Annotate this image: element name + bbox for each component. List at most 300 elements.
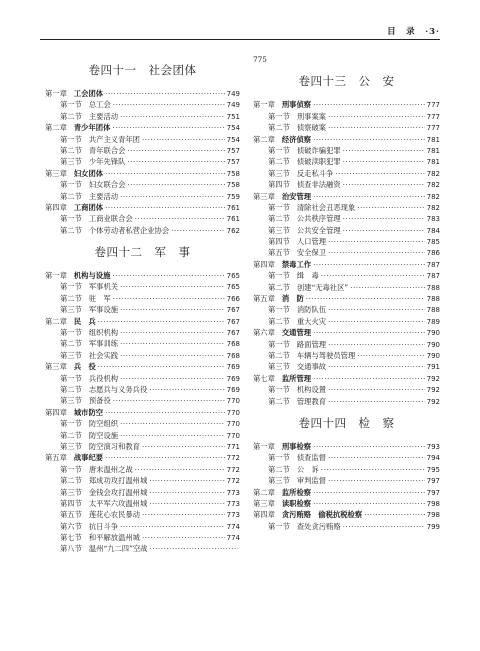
entry-page-number: 770 [226,431,240,440]
toc-section-entry [45,350,240,361]
entry-label: 第五节 [60,510,82,520]
entry-label: 第二节 [268,157,290,167]
entry-label: 第六节 [60,521,82,531]
entry-label: 第二节 [268,316,290,326]
entry-title: 公共安全管理 [296,225,341,235]
entry-label: 第三章 [45,362,67,372]
entry-label: 第三节 [268,168,290,178]
toc-section-entry [45,179,240,190]
dot-leader [112,270,224,281]
toc-section-entry [45,464,240,475]
entry-label: 第一节 [60,134,82,144]
entry-title: 监所管理 [281,373,312,383]
dot-leader [127,145,224,156]
toc-entries [253,441,440,532]
dot-leader [149,543,238,554]
entry-page-number: 788 [426,306,440,315]
entry-title: 兵 役 [73,362,96,372]
dot-leader [149,487,224,498]
entry-page-number: 767 [226,329,240,338]
entry-page-number: 754 [226,135,240,144]
dot-leader [120,521,225,532]
dot-leader [328,247,425,258]
toc-section-entry [253,475,440,486]
entry-title: 消 防 [281,294,304,304]
entry-label: 第一节 [60,373,82,383]
entry-page-number: 749 [226,101,240,110]
entry-title: 组织机构 [88,328,119,338]
toc-section-entry [45,487,240,498]
entry-page-number: 782 [426,203,440,212]
entry-page-number: 789 [426,317,440,326]
dot-leader [313,487,425,498]
dot-leader [313,498,425,509]
toc-section-entry [45,543,240,554]
entry-label: 第一节 [268,339,290,349]
entry-label: 第一节 [60,464,82,474]
entry-title: 安全保卫 [296,248,327,258]
toc-entries [45,88,240,236]
entry-title: 战事纪要 [73,453,104,463]
dot-leader [313,441,425,452]
toc-section-entry [253,384,440,395]
entry-label: 第三节 [60,396,82,406]
entry-page-number: 757 [226,158,240,167]
entry-label: 第二章 [253,134,275,144]
toc-section-entry [253,339,440,350]
entry-label: 第四章 [45,407,67,417]
toc-section-entry [253,111,440,122]
entry-label: 第五章 [45,453,67,463]
entry-title: 防空演习和教育 [88,441,140,451]
entry-title: 和平解放温州城 [88,533,140,543]
entry-page-number: 782 [426,192,440,201]
toc-section-entry [253,202,440,213]
dot-leader [142,532,225,543]
entry-title: 太平军六攻温州城 [88,498,148,508]
entry-page-number: 774 [226,534,240,543]
dot-leader [120,430,225,441]
toc-section-entry [253,464,440,475]
toc-section-entry [45,521,240,532]
entry-page-number: 772 [226,477,240,486]
entry-title: 人口管理 [296,237,327,247]
entry-title: 侦破诈骗犯罪 [296,145,341,155]
header-text: 目 录 ·3· [387,27,440,37]
toc-chapter-entry [253,134,440,145]
entry-title: 禁毒工作 [281,259,312,269]
entry-label: 第四节 [268,237,290,247]
entry-label: 第二节 [60,339,82,349]
entry-label: 第三节 [60,487,82,497]
entry-page-number: 749 [226,90,240,98]
entry-title: 志愿兵与义务兵役 [88,384,148,394]
entry-title: 温州“九二四”空战 [88,544,148,554]
entry-label: 第三节 [268,225,290,235]
dot-leader [142,441,225,452]
entry-label: 第三节 [60,350,82,360]
entry-page-number: 769 [226,385,240,394]
dot-leader [105,88,225,99]
entry-page-number: 766 [226,294,240,303]
toc-section-entry [253,316,440,327]
entry-page-number: 798 [426,511,440,520]
entry-label: 第一节 [268,111,290,121]
dot-leader [357,202,424,213]
entry-page-number: 792 [426,397,440,406]
entry-label: 第三章 [253,498,275,508]
entry-page-number: 767 [226,317,240,326]
toc-chapter-entry [253,441,440,452]
entry-label: 第五章 [253,294,275,304]
toc-section-entry [45,441,240,452]
entry-title: 共产主义青年团 [88,134,140,144]
dot-leader [313,259,425,270]
entry-page-number: 758 [226,181,240,190]
dot-leader [120,191,225,202]
toc-chapter-entry [45,88,240,99]
entry-title: 军事设施 [88,305,119,315]
toc-chapter-entry [45,122,240,133]
entry-title: 社会实践 [88,350,119,360]
dot-leader [127,179,224,190]
entry-label: 第二节 [268,214,290,224]
toc-section-entry [45,191,240,202]
entry-page-number: 797 [426,477,440,486]
entry-label: 第一章 [45,89,67,98]
entry-title: 反走私斗争 [296,168,334,178]
entry-label: 第二节 [60,476,82,486]
entry-label: 第二节 [268,464,290,474]
dot-leader [120,338,225,349]
entry-title: 少年先锋队 [88,157,126,167]
dot-leader [328,316,425,327]
entry-label: 第二节 [268,123,290,133]
entry-label: 第一节 [268,202,290,212]
toc-section-entry [253,168,440,179]
dot-leader [306,293,425,304]
entry-page-number: 772 [226,465,240,474]
toc-section-entry [45,304,240,315]
toc-chapter-entry [253,327,440,338]
dot-leader [328,236,425,247]
entry-page-number: 768 [226,340,240,349]
entry-page-number: 770 [226,408,240,417]
entry-page-number: 781 [426,158,440,167]
entry-title: 清除社会丑恶现象 [296,202,356,212]
entry-page-number: 797 [426,488,440,497]
entry-label: 第二节 [60,191,82,201]
volume-title: 卷四十三 公 安 [298,74,395,89]
entry-page-number: 794 [426,454,440,463]
entry-label: 第四章 [253,510,275,520]
dot-leader [105,202,225,213]
entry-label: 第三节 [268,476,290,486]
dot-leader [105,452,225,463]
dot-leader [313,134,425,145]
toc-right-column [253,54,440,532]
dot-leader [313,191,425,202]
toc-chapter-entry [45,168,240,179]
toc-section-entry [253,247,440,258]
entry-page-number: 768 [226,351,240,360]
toc-chapter-entry [253,259,440,270]
toc-page-continuation: 775 [253,55,267,64]
entry-label: 第一节 [60,100,82,110]
toc-section-entry [45,145,240,156]
entry-label: 第四章 [253,259,275,269]
dot-leader [343,156,425,167]
entry-page-number: 765 [226,272,240,281]
entry-label: 第二节 [268,396,290,406]
entry-label: 第四节 [268,180,290,190]
entry-page-number: 783 [426,215,440,224]
entry-title: 侦察破案 [296,123,327,133]
toc-left-column [45,54,240,555]
entry-page-number: 795 [426,465,440,474]
entry-label: 第三章 [45,168,67,178]
dot-leader [105,407,225,418]
dot-leader [120,418,225,429]
dot-leader [135,213,225,224]
entry-page-number: 770 [226,420,240,429]
toc-chapter-entry [45,202,240,213]
entry-page-number: 773 [226,511,240,520]
entry-page-number: 770 [226,397,240,406]
dot-leader [113,395,225,406]
entry-label: 第一节 [60,282,82,292]
dot-leader [328,361,425,372]
dot-leader [350,282,424,293]
entry-label: 第四节 [60,498,82,508]
dot-leader [313,327,425,338]
dot-leader [171,225,224,236]
entry-page-number: 788 [426,283,440,292]
toc-section-entry [253,361,440,372]
toc-chapter-entry [45,270,240,281]
toc-entries [253,99,440,407]
entry-title: 路面管理 [296,339,327,349]
entry-label: 第一节 [60,180,82,190]
dot-leader [364,509,424,520]
entry-page-number: 784 [426,226,440,235]
entry-label: 第二章 [45,123,67,133]
entry-title: 兵役机构 [88,373,119,383]
toc-section-entry [253,225,440,236]
entry-page-number: 790 [426,340,440,349]
dot-leader [120,350,225,361]
dot-leader [149,475,224,486]
dot-leader [313,99,425,110]
dot-leader [120,373,225,384]
entry-page-number: 792 [426,386,440,395]
entry-title: 妇女团体 [73,168,104,178]
entry-title: 监所检察 [281,487,312,497]
toc-section-entry [45,213,240,224]
dot-leader [149,498,224,509]
toc-section-entry [45,99,240,110]
toc-chapter-entry [45,407,240,418]
entry-title: 主要活动 [88,111,119,121]
entry-page-number: 785 [426,238,440,247]
entry-title: 郑成功攻打温州城 [88,476,148,486]
toc-section-entry [45,384,240,395]
entry-page-number: 786 [426,249,440,258]
volume-title: 卷四十一 社会团体 [88,63,197,77]
entry-title: 青年联合会 [88,145,126,155]
toc-section-entry [45,498,240,509]
dot-leader [328,475,425,486]
entry-title: 刑事检察 [281,441,312,451]
toc-chapter-entry [253,373,440,384]
volume-title: 卷四十四 检 察 [298,415,395,430]
toc-section-entry [253,282,440,293]
toc-chapter-entry [253,99,440,110]
dot-leader [105,168,225,179]
toc-section-entry [45,430,240,441]
entry-label: 第二节 [60,145,82,155]
dot-leader [313,373,425,384]
entry-label: 第一节 [268,453,290,463]
entry-page-number: 781 [426,146,440,155]
entry-page-number: 791 [426,363,440,372]
entry-title: 缉 毒 [296,271,319,281]
entry-title: 查处贪污贿赂 [296,521,341,531]
entry-label: 第二节 [60,111,82,121]
entry-title: 防空设施 [88,430,119,440]
toc-section-entry [253,452,440,463]
entry-label: 第二节 [60,225,82,235]
entry-label: 第二章 [45,316,67,326]
entry-label: 第一节 [268,271,290,281]
dot-leader [335,168,424,179]
entry-page-number: 754 [226,124,240,133]
entry-label: 第一节 [268,385,290,395]
entry-page-number: 773 [226,499,240,508]
toc-chapter-entry [253,293,440,304]
dot-leader [328,304,425,315]
dot-leader [343,179,425,190]
entry-label: 第四章 [45,202,67,212]
entry-label: 第一章 [253,100,275,110]
entry-page-number: 777 [426,112,440,121]
entry-page-number: 777 [426,101,440,110]
entry-title: 工会团体 [73,89,104,98]
entry-title: 侦破渎职犯罪 [296,157,341,167]
dot-leader [328,384,425,395]
entry-label: 第一节 [268,305,290,315]
toc-section-entry [45,395,240,406]
entry-title: 重大火灾 [296,316,327,326]
dot-leader [321,464,425,475]
entry-page-number: 769 [226,363,240,372]
entry-label: 第一章 [45,271,67,281]
entry-label: 第二章 [253,487,275,497]
dot-leader [343,225,425,236]
entry-page-number: 773 [226,488,240,497]
toc-chapter-entry [253,487,440,498]
entry-title: 交通管理 [281,328,312,338]
entry-label: 第七章 [253,373,275,383]
entry-title: 总工会 [88,100,111,110]
entry-title: 青少年团体 [73,123,111,133]
entry-title: 个体劳动者私营企业协会 [88,225,170,235]
toc-section-entry [45,111,240,122]
dot-leader [112,122,224,133]
entry-page-number: 787 [426,272,440,281]
entry-page-number: 782 [426,169,440,178]
entry-label: 第二节 [268,282,290,292]
toc-chapter-entry [253,509,440,520]
toc-section-entry [253,213,440,224]
entry-page-number: 787 [426,260,440,269]
toc-chapter-entry [253,498,440,509]
toc-chapter-entry [45,361,240,372]
entry-page-number: 799 [426,522,440,531]
entry-page-number: 772 [226,454,240,463]
entry-page-number: 762 [226,226,240,235]
entry-label: 第二节 [268,350,290,360]
entry-label: 第三节 [60,157,82,167]
dot-leader [120,304,225,315]
entry-title: 刑事侦察 [281,100,312,110]
entry-title: 妇女联合会 [88,180,126,190]
entry-label: 第一节 [60,214,82,224]
toc-section-entry [253,156,440,167]
entry-title: 预备役 [88,396,111,406]
entry-page-number: 769 [226,374,240,383]
dot-leader [343,145,425,156]
entry-page-number: 751 [226,112,240,121]
entry-title: 金钱会攻打温州城 [88,487,148,497]
toc-section-entry [45,327,240,338]
entry-label: 第一章 [253,441,275,451]
dot-leader [120,111,225,122]
dot-leader [113,99,225,110]
entry-title: 刑事案案 [296,111,327,121]
entry-title: 民 兵 [73,316,96,326]
dot-leader [98,316,225,327]
entry-page-number: 757 [226,146,240,155]
entry-title: 创建“无毒社区” [296,282,349,292]
toc-chapter-entry [253,191,440,202]
dot-leader [120,327,225,338]
toc-section-entry [45,532,240,543]
entry-title: 车辆与驾驶员管理 [296,350,356,360]
dot-leader [135,464,225,475]
dot-leader [328,339,425,350]
toc-section-entry [253,179,440,190]
dot-leader [142,134,225,145]
dot-leader [142,509,225,520]
toc-section-entry [253,270,440,281]
entry-title: 经济侦察 [281,134,312,144]
entry-title: 机构与设施 [73,271,111,281]
entry-title: 交通事故 [296,362,327,372]
toc-section-entry [45,373,240,384]
entry-label: 第七节 [60,533,82,543]
toc-section-entry [253,521,440,532]
toc-section-entry [45,225,240,236]
toc-section-entry [45,418,240,429]
entry-page-number: 790 [426,351,440,360]
entry-page-number: 788 [426,295,440,304]
toc-chapter-entry [45,316,240,327]
entry-title: 唐末温州之战 [88,464,133,474]
dot-leader [357,350,424,361]
entry-title: 驻 军 [88,293,111,303]
entry-page-number: 798 [426,499,440,508]
